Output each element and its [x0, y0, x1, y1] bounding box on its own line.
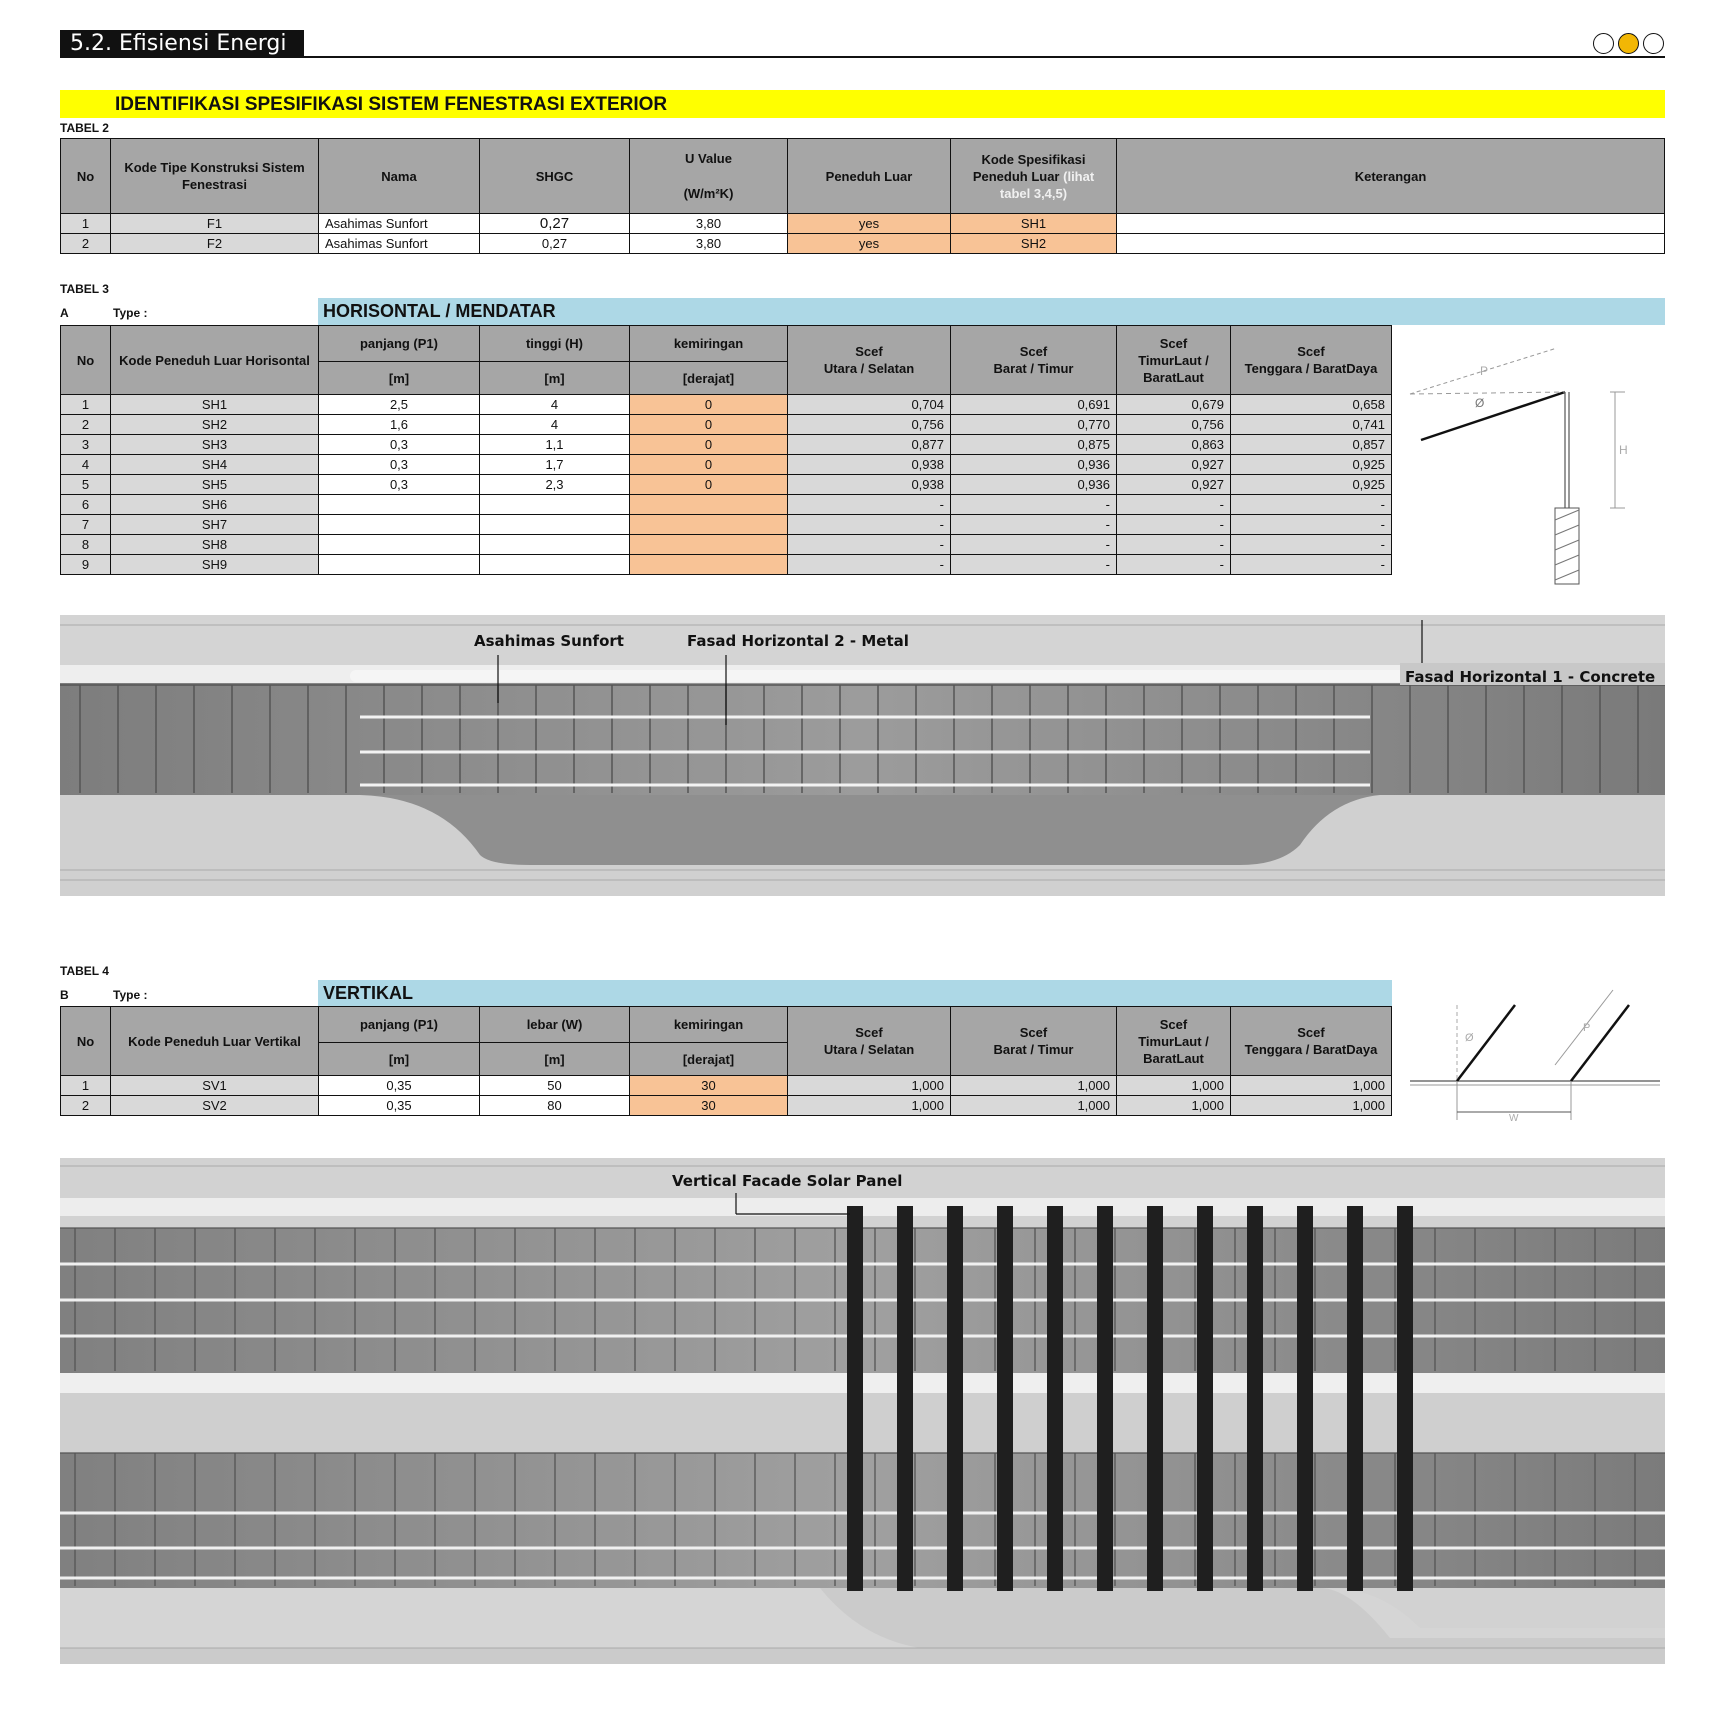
cell-no: 1	[61, 395, 111, 415]
solar-panel-fin	[1147, 1206, 1163, 1591]
diagram-label-angle: Ø	[1475, 396, 1485, 410]
cell-s2: 0,875	[951, 435, 1117, 455]
cell-w: 50	[480, 1076, 630, 1096]
scef-dir: TimurLaut /	[1138, 352, 1209, 368]
cell-s4: 1,000	[1231, 1096, 1392, 1116]
cell-no: 9	[61, 555, 111, 575]
cell-h: 2,3	[480, 475, 630, 495]
cell-nama: Asahimas Sunfort	[319, 214, 480, 234]
scef-dir2: BaratLaut	[1143, 369, 1204, 385]
cell-s4: 0,741	[1231, 415, 1392, 435]
cell-s3: 0,927	[1117, 475, 1231, 495]
cell-s2: 0,770	[951, 415, 1117, 435]
vertical-shade-diagram	[1405, 985, 1665, 1125]
cell-s1: -	[788, 515, 951, 535]
cell-s1: 0,938	[788, 475, 951, 495]
table-row	[61, 1076, 1392, 1096]
table3-header-tinggi: tinggi (H)	[480, 326, 630, 362]
cell-h	[480, 495, 630, 515]
table2-header-uvalue	[630, 139, 788, 214]
scef-dir: TimurLaut /	[1138, 1033, 1209, 1049]
cell-s3: 1,000	[1117, 1096, 1231, 1116]
table-row	[61, 495, 1392, 515]
unit-m: [m]	[319, 362, 480, 395]
solar-panel-fin	[897, 1206, 913, 1591]
cell-s4: -	[1231, 535, 1392, 555]
table3-header-panjang: panjang (P1)	[319, 326, 480, 362]
cell-w: 80	[480, 1096, 630, 1116]
cell-s2: -	[951, 555, 1117, 575]
cell-s2: 0,936	[951, 455, 1117, 475]
cell-no: 2	[61, 415, 111, 435]
cell-s3: -	[1117, 535, 1231, 555]
solar-panel-fin	[1247, 1206, 1263, 1591]
table-row	[61, 515, 1392, 535]
cell-p: 0,3	[319, 475, 480, 495]
table2-label: TABEL 2	[60, 121, 109, 135]
scef-label: Scef	[1159, 335, 1188, 351]
cell-s1: -	[788, 535, 951, 555]
cell-kode: SV1	[111, 1076, 319, 1096]
scef-dir2: BaratLaut	[1143, 1050, 1204, 1066]
cell-s2: 1,000	[951, 1076, 1117, 1096]
table-row	[61, 234, 1665, 254]
solar-panel-fin	[1297, 1206, 1313, 1591]
table3-header-no: No	[61, 326, 111, 395]
diagram-label-angle: Ø	[1465, 1032, 1474, 1044]
cell-s1: 0,877	[788, 435, 951, 455]
cell-s4: 0,857	[1231, 435, 1392, 455]
table3-letter: A	[60, 306, 69, 320]
table3-header-scef2	[951, 326, 1117, 395]
scef-dir: Tenggara / BaratDaya	[1244, 361, 1378, 376]
cell-no: 6	[61, 495, 111, 515]
cell-p: 0,3	[319, 455, 480, 475]
table4-header-lebar: lebar (W)	[480, 1007, 630, 1043]
scef-dir: Utara / Selatan	[823, 361, 915, 376]
cell-kode: F1	[111, 214, 319, 234]
table3-type-band: HORISONTAL / MENDATAR	[318, 298, 1665, 325]
cell-k	[630, 535, 788, 555]
table4-label: TABEL 4	[60, 964, 109, 978]
cell-u: 3,80	[630, 214, 788, 234]
scef-label: Scef	[855, 344, 883, 359]
cell-no: 1	[61, 1076, 111, 1096]
cell-p: 0,35	[319, 1076, 480, 1096]
cell-spec: SH2	[951, 234, 1117, 254]
cell-k: 30	[630, 1096, 788, 1116]
circle-active-icon	[1618, 33, 1639, 54]
cell-s2: -	[951, 495, 1117, 515]
scef-label: Scef	[1159, 1016, 1188, 1032]
cell-s2: 1,000	[951, 1096, 1117, 1116]
scef-label: Scef	[1297, 344, 1325, 359]
facade-vertical-render	[60, 1158, 1665, 1664]
cell-keterangan	[1117, 214, 1665, 234]
cell-p	[319, 555, 480, 575]
cell-kode: SH8	[111, 535, 319, 555]
cell-p	[319, 535, 480, 555]
table2-header-shgc: SHGC	[480, 139, 630, 214]
cell-kode: SV2	[111, 1096, 319, 1116]
cell-k	[630, 495, 788, 515]
cell-s3: 0,927	[1117, 455, 1231, 475]
table3	[60, 325, 1392, 575]
label-fasad-concrete: Fasad Horizontal 1 - Concrete	[1405, 668, 1656, 686]
table-row	[61, 535, 1392, 555]
cell-s1: -	[788, 555, 951, 575]
cell-k: 0	[630, 455, 788, 475]
cell-kode: SH1	[111, 395, 319, 415]
scef-dir: Tenggara / BaratDaya	[1244, 1042, 1378, 1057]
cell-s1: 0,756	[788, 415, 951, 435]
table2-header-peneduh: Peneduh Luar	[788, 139, 951, 214]
table3-header-scef4	[1231, 326, 1392, 395]
cell-no: 2	[61, 234, 111, 254]
solar-panel-fin	[997, 1206, 1013, 1591]
cell-p: 0,3	[319, 435, 480, 455]
unit-deg: [derajat]	[630, 1043, 788, 1076]
table4-type-label: Type :	[113, 988, 148, 1002]
cell-p	[319, 495, 480, 515]
table2-header-kode: Kode Tipe Konstruksi Sistem Fenestrasi	[111, 139, 319, 214]
cell-h	[480, 515, 630, 535]
cell-k	[630, 555, 788, 575]
cell-spec: SH1	[951, 214, 1117, 234]
page-indicator	[1593, 33, 1665, 55]
solar-panel-fin	[947, 1206, 963, 1591]
unit-deg: [derajat]	[630, 362, 788, 395]
cell-s3: -	[1117, 555, 1231, 575]
cell-s4: -	[1231, 515, 1392, 535]
table2-header-kode-spec	[951, 139, 1117, 214]
scef-label: Scef	[1019, 1025, 1048, 1040]
cell-s3: 1,000	[1117, 1076, 1231, 1096]
table4-header-scef4	[1231, 1007, 1392, 1076]
circle-icon	[1643, 33, 1664, 54]
cell-p: 0,35	[319, 1096, 480, 1116]
cell-s2: 0,691	[951, 395, 1117, 415]
solar-panel-fin	[1097, 1206, 1113, 1591]
unit-m: [m]	[480, 1043, 630, 1076]
cell-no: 1	[61, 214, 111, 234]
cell-kode: SH9	[111, 555, 319, 575]
cell-h	[480, 555, 630, 575]
table3-header-kode: Kode Peneduh Luar Horisontal	[111, 326, 319, 395]
cell-keterangan	[1117, 234, 1665, 254]
table4-header-scef1	[788, 1007, 951, 1076]
table2-header-keterangan: Keterangan	[1117, 139, 1665, 214]
cell-s4: 1,000	[1231, 1076, 1392, 1096]
cell-kode: SH6	[111, 495, 319, 515]
scef-dir: Barat / Timur	[993, 1042, 1074, 1057]
cell-s4: 0,925	[1231, 455, 1392, 475]
table-row	[61, 1096, 1392, 1116]
cell-s3: 0,756	[1117, 415, 1231, 435]
cell-shgc: 0,27	[480, 214, 630, 234]
scef-dir: Barat / Timur	[993, 361, 1074, 376]
cell-u: 3,80	[630, 234, 788, 254]
kode-spec-label: Kode Spesifikasi Peneduh Luar	[972, 151, 1086, 184]
cell-s4: -	[1231, 495, 1392, 515]
table4-header-panjang: panjang (P1)	[319, 1007, 480, 1043]
table4-type-band: VERTIKAL	[318, 980, 1392, 1007]
header-rule	[60, 56, 1665, 58]
solar-panel-fin	[847, 1206, 863, 1591]
cell-p	[319, 515, 480, 535]
cell-p: 2,5	[319, 395, 480, 415]
cell-s3: 0,679	[1117, 395, 1231, 415]
cell-no: 3	[61, 435, 111, 455]
horizontal-shade-diagram	[1405, 340, 1645, 590]
cell-peneduh: yes	[788, 234, 951, 254]
table2-header-no: No	[61, 139, 111, 214]
cell-nama: Asahimas Sunfort	[319, 234, 480, 254]
table4-letter: B	[60, 988, 69, 1002]
banner-title: IDENTIFIKASI SPESIFIKASI SISTEM FENESTRASI EXTERIOR	[60, 90, 1665, 118]
label-solar-panel: Vertical Facade Solar Panel	[672, 1172, 903, 1190]
cell-s3: -	[1117, 515, 1231, 535]
cell-shgc: 0,27	[480, 234, 630, 254]
diagram-label-h: H	[1619, 443, 1628, 457]
solar-panel-fin	[1397, 1206, 1413, 1591]
cell-kode: SH3	[111, 435, 319, 455]
cell-k: 30	[630, 1076, 788, 1096]
table-row	[61, 395, 1392, 415]
unit-m: [m]	[319, 1043, 480, 1076]
cell-peneduh: yes	[788, 214, 951, 234]
cell-h: 4	[480, 395, 630, 415]
table4-header-kemiringan: kemiringan	[630, 1007, 788, 1043]
table-row	[61, 415, 1392, 435]
cell-s1: -	[788, 495, 951, 515]
table-row	[61, 435, 1392, 455]
table4-header-scef2	[951, 1007, 1117, 1076]
cell-kode: SH5	[111, 475, 319, 495]
table4-header-no: No	[61, 1007, 111, 1076]
circle-icon	[1593, 33, 1614, 54]
scef-label: Scef	[1297, 1025, 1325, 1040]
cell-s1: 0,704	[788, 395, 951, 415]
diagram-label-p: P	[1583, 1022, 1591, 1034]
unit-m: [m]	[480, 362, 630, 395]
cell-s3: 0,863	[1117, 435, 1231, 455]
label-fasad-metal: Fasad Horizontal 2 - Metal	[687, 632, 909, 650]
cell-s4: -	[1231, 555, 1392, 575]
kode-spec-note: (lihat tabel 3,4,5)	[999, 168, 1095, 201]
scef-label: Scef	[1019, 344, 1048, 359]
diagram-label-w: W	[1509, 1113, 1519, 1124]
table3-type-label: Type :	[113, 306, 148, 320]
u-value-label: U Value	[685, 151, 732, 166]
table-row	[61, 214, 1665, 234]
scef-dir: Utara / Selatan	[823, 1042, 915, 1057]
solar-panel-fin	[1047, 1206, 1063, 1591]
cell-no: 8	[61, 535, 111, 555]
cell-no: 2	[61, 1096, 111, 1116]
cell-s3: -	[1117, 495, 1231, 515]
cell-k: 0	[630, 395, 788, 415]
solar-panel-fin	[1197, 1206, 1213, 1591]
cell-k: 0	[630, 415, 788, 435]
cell-p: 1,6	[319, 415, 480, 435]
cell-s2: -	[951, 535, 1117, 555]
cell-h: 1,1	[480, 435, 630, 455]
cell-no: 7	[61, 515, 111, 535]
cell-s1: 0,938	[788, 455, 951, 475]
cell-s1: 1,000	[788, 1076, 951, 1096]
table4-header-kode: Kode Peneduh Luar Vertikal	[111, 1007, 319, 1076]
solar-panel-fin	[1347, 1206, 1363, 1591]
cell-s1: 1,000	[788, 1096, 951, 1116]
cell-h: 4	[480, 415, 630, 435]
cell-kode: SH4	[111, 455, 319, 475]
cell-h: 1,7	[480, 455, 630, 475]
cell-k: 0	[630, 435, 788, 455]
diagram-label-p: P	[1480, 364, 1489, 378]
section-title: 5.2. Efisiensi Energi	[60, 30, 304, 57]
table4-header-scef3	[1117, 1007, 1231, 1076]
table4	[60, 1006, 1392, 1116]
table-row	[61, 475, 1392, 495]
table3-header-kemiringan: kemiringan	[630, 326, 788, 362]
cell-h	[480, 535, 630, 555]
facade-horizontal-render	[60, 615, 1665, 896]
table3-header-scef1	[788, 326, 951, 395]
cell-no: 4	[61, 455, 111, 475]
table2-header-nama: Nama	[319, 139, 480, 214]
table3-header-scef3	[1117, 326, 1231, 395]
cell-kode: SH7	[111, 515, 319, 535]
cell-s2: -	[951, 515, 1117, 535]
table2	[60, 138, 1665, 254]
cell-s4: 0,658	[1231, 395, 1392, 415]
cell-s4: 0,925	[1231, 475, 1392, 495]
table-row	[61, 555, 1392, 575]
cell-kode: F2	[111, 234, 319, 254]
label-asahimas: Asahimas Sunfort	[474, 632, 624, 650]
table-row	[61, 455, 1392, 475]
cell-kode: SH2	[111, 415, 319, 435]
u-value-unit: (W/m²K)	[683, 186, 734, 201]
table3-label: TABEL 3	[60, 282, 109, 296]
cell-k: 0	[630, 475, 788, 495]
cell-k	[630, 515, 788, 535]
cell-s2: 0,936	[951, 475, 1117, 495]
cell-no: 5	[61, 475, 111, 495]
scef-label: Scef	[855, 1025, 883, 1040]
